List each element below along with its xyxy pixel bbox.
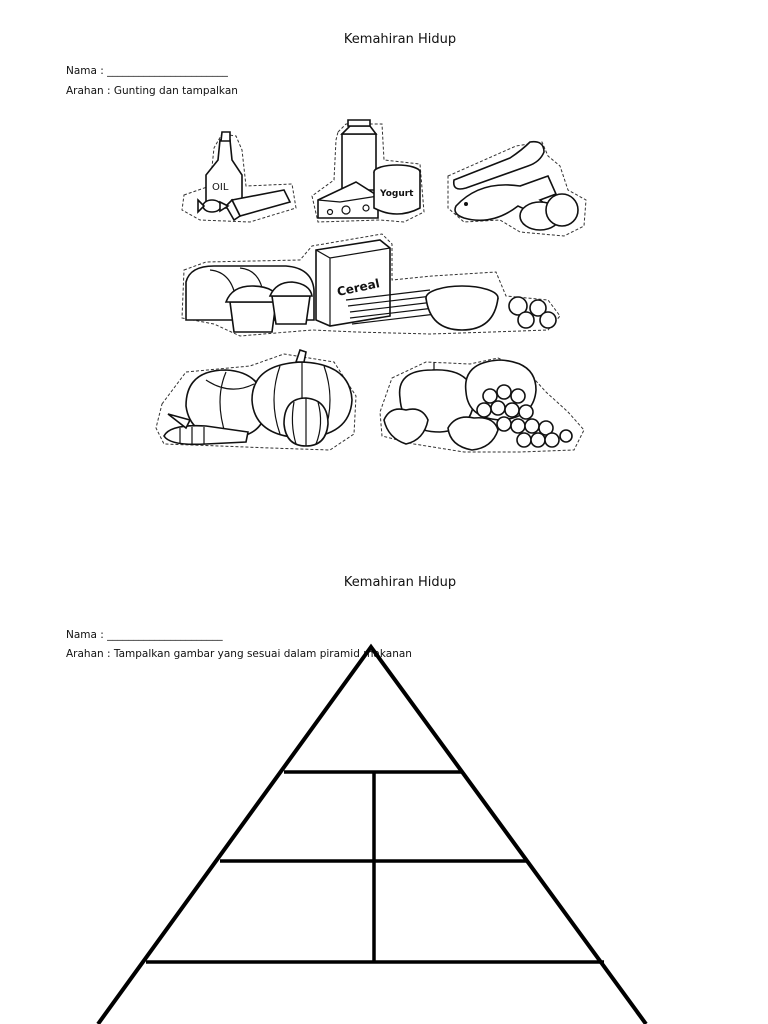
- worksheet-2-title: Kemahiran Hidup: [343, 575, 457, 590]
- worksheet-1-instruction: Arahan : Gunting dan tampalkan: [66, 85, 238, 97]
- worksheet-2-name-field: Nama : ______________________: [66, 629, 223, 641]
- oil-label: OIL: [212, 182, 229, 193]
- worksheet-2-instruction: Arahan : Tampalkan gambar yang sesuai dalam piramid makanan: [66, 648, 412, 660]
- worksheet-1-name-field: Nama : _______________________: [66, 65, 228, 77]
- yogurt-label: Yogurt: [380, 189, 414, 199]
- worksheet-1-title: Kemahiran Hidup: [343, 32, 457, 47]
- pyramid-outline: [98, 647, 646, 1024]
- cereal-label: Cereal: [335, 276, 381, 299]
